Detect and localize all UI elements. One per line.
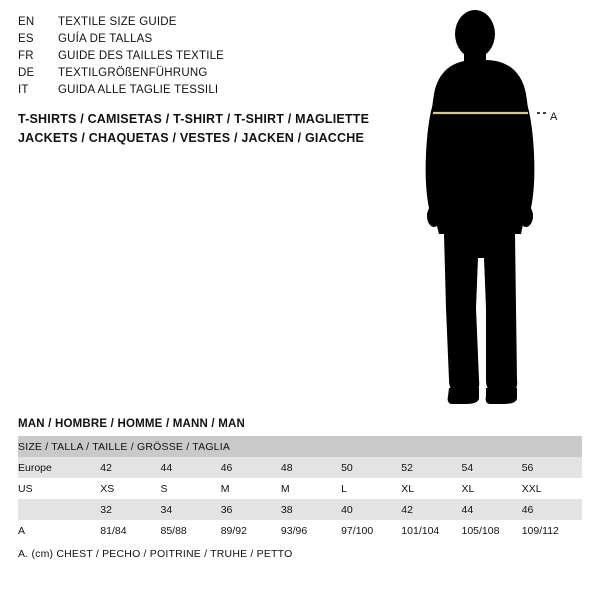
cell: 109/112 [522,520,582,541]
language-code: ES [18,33,34,45]
cell: 97/100 [341,520,401,541]
cell: L [341,478,401,499]
category-jackets: JACKETS / CHAQUETAS / VESTES / JACKEN / GIACCHE [18,131,365,145]
language-row [18,16,348,33]
table-row [18,499,582,520]
cell: XS [100,478,160,499]
silhouette-svg [400,8,600,408]
table-row [18,478,582,499]
language-row [18,33,348,50]
cell: 42 [401,499,461,520]
cell: M [281,478,341,499]
category-headings [18,110,378,148]
category-tshirts: T-SHIRTS / CAMISETAS / T-SHIRT / T-SHIRT / MAGLIETTE [18,112,370,126]
cell: 93/96 [281,520,341,541]
cell: 46 [221,457,281,478]
row-label [18,499,100,520]
cell: 52 [401,457,461,478]
language-code: EN [18,16,35,28]
language-text: GUIDE DES TAILLES TEXTILE [58,50,225,62]
cell: 36 [221,499,281,520]
table-title: MAN / HOMBRE / HOMME / MANN / MAN [18,418,246,430]
cell: 44 [462,499,522,520]
language-text: GUÍA DE TALLAS [58,33,153,45]
cell: 34 [160,499,220,520]
cell: 46 [522,499,582,520]
language-row [18,84,348,101]
cell: 81/84 [100,520,160,541]
language-code: FR [18,50,34,62]
cell: 48 [281,457,341,478]
cell: 101/104 [401,520,461,541]
cell: 89/92 [221,520,281,541]
row-label: Europe [18,457,100,478]
cell: 40 [341,499,401,520]
cell: M [221,478,281,499]
cell: 42 [100,457,160,478]
table-row [18,520,582,541]
cell: S [160,478,220,499]
footnote: A. (cm) CHEST / PECHO / POITRINE / TRUHE / PETTO [18,548,293,560]
cell: 50 [341,457,401,478]
table-row [18,457,582,478]
size-table-block [18,418,582,541]
table-header-label: SIZE / TALLA / TAILLE / GRÖSSE / TAGLIA [18,436,582,457]
cell: XXL [522,478,582,499]
chest-measure-label: A [550,111,558,123]
language-text: GUIDA ALLE TAGLIE TESSILI [58,84,219,96]
language-text: TEXTILGRÖßENFÜHRUNG [58,67,208,79]
table-header-row [18,436,582,457]
cell: XL [462,478,522,499]
language-code: DE [18,67,35,79]
row-label: US [18,478,100,499]
language-list [18,16,348,101]
cell: 38 [281,499,341,520]
language-code: IT [18,84,29,96]
cell: XL [401,478,461,499]
language-row [18,50,348,67]
silhouette-body [426,10,535,404]
size-table [18,436,582,541]
male-silhouette-figure [400,8,600,408]
language-row [18,67,348,84]
cell: 32 [100,499,160,520]
cell: 85/88 [160,520,220,541]
language-text: TEXTILE SIZE GUIDE [58,16,177,28]
cell: 44 [160,457,220,478]
cell: 56 [522,457,582,478]
row-label: A [18,520,100,541]
cell: 105/108 [462,520,522,541]
cell: 54 [462,457,522,478]
